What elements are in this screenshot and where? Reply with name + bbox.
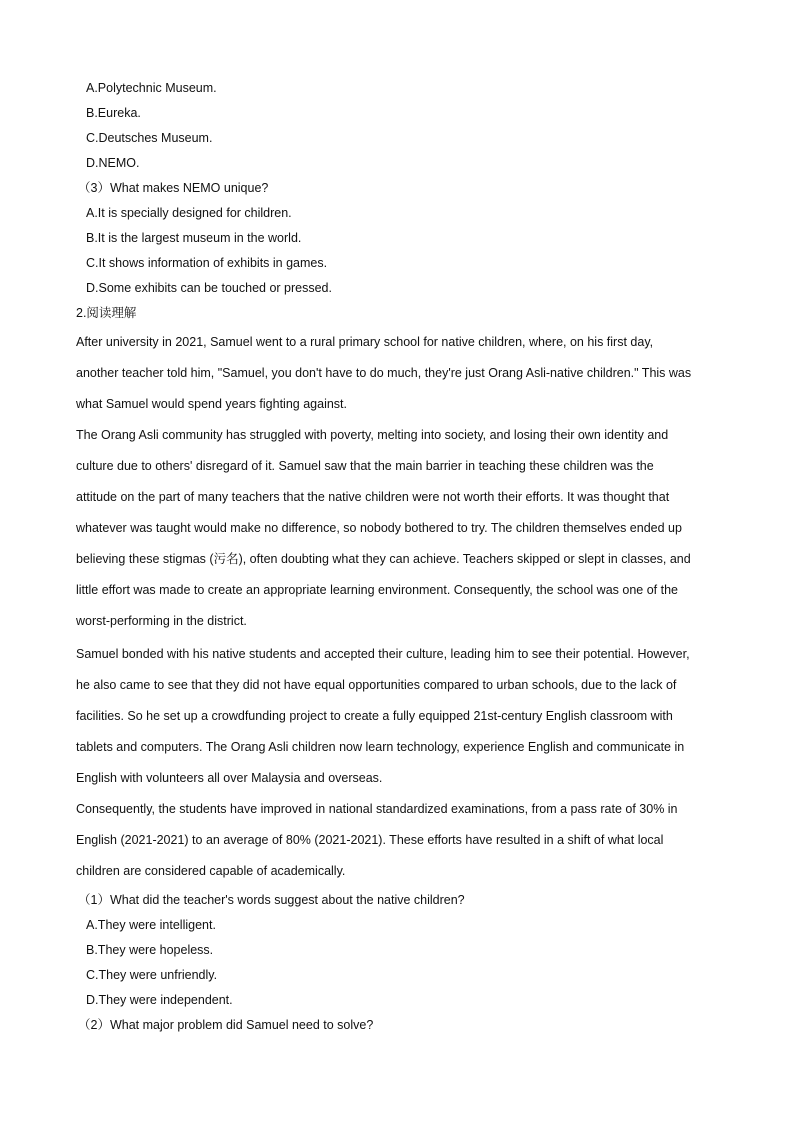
passage-line: whatever was taught would make no difference, so nobody bothered to try. The children themselves ended up — [76, 521, 682, 535]
passage-line: facilities. So he set up a crowdfunding project to create a fully equipped 21st-century English classroom with — [76, 709, 673, 723]
passage-line: English with volunteers all over Malaysia and overseas. — [76, 771, 383, 785]
section-heading: 2.阅读理解 — [76, 306, 137, 320]
passage-line: English (2021-2021) to an average of 80% (2021-2021). These efforts have resulted in a shift of what local — [76, 833, 664, 847]
passage-line: Consequently, the students have improved in national standardized examinations, from a pass rate of 30% in — [76, 802, 678, 816]
passage-line: what Samuel would spend years fighting against. — [76, 397, 347, 411]
option-b: B.They were hopeless. — [86, 943, 214, 957]
passage-line: another teacher told him, "Samuel, you don't have to do much, they're just Orang Asli-native children." This was — [76, 366, 692, 380]
option-d: D.They were independent. — [86, 993, 233, 1007]
passage-line: children are considered capable of academically. — [76, 864, 346, 878]
passage-line: tablets and computers. The Orang Asli children now learn technology, experience English and communicate in — [76, 740, 685, 754]
option-b: B.Eureka. — [86, 106, 141, 120]
option-a: A.They were intelligent. — [86, 918, 216, 932]
option-d: D.Some exhibits can be touched or pressed. — [86, 281, 332, 295]
question-3: （3）What makes NEMO unique? — [78, 181, 269, 195]
passage-line: little effort was made to create an appropriate learning environment. Consequently, the school was one of the — [76, 583, 678, 597]
passage-line: attitude on the part of many teachers that the native children were not worth their efforts. It was thought that — [76, 490, 670, 504]
passage-line: Samuel bonded with his native students and accepted their culture, leading him to see their potential. However, — [76, 647, 690, 661]
option-c: C.Deutsches Museum. — [86, 131, 213, 145]
option-a: A.Polytechnic Museum. — [86, 81, 217, 95]
question-2: （2）What major problem did Samuel need to solve? — [78, 1018, 374, 1032]
passage-line: he also came to see that they did not have equal opportunities compared to urban schools, due to the lack of — [76, 678, 677, 692]
option-a: A.It is specially designed for children. — [86, 206, 292, 220]
option-c: C.They were unfriendly. — [86, 968, 218, 982]
passage-line: believing these stigmas (污名), often doubting what they can achieve. Teachers skipped or slept in classes, and — [76, 552, 691, 566]
option-d: D.NEMO. — [86, 156, 140, 170]
passage-line: worst-performing in the district. — [76, 614, 247, 628]
option-b: B.It is the largest museum in the world. — [86, 231, 302, 245]
passage-line: culture due to others' disregard of it. Samuel saw that the main barrier in teaching these children was the — [76, 459, 654, 473]
question-1: （1）What did the teacher's words suggest about the native children? — [78, 893, 465, 907]
passage-line: The Orang Asli community has struggled with poverty, melting into society, and losing their own identity and — [76, 428, 669, 442]
passage-line: After university in 2021, Samuel went to a rural primary school for native children, where, on his first day, — [76, 335, 654, 349]
option-c: C.It shows information of exhibits in games. — [86, 256, 328, 270]
